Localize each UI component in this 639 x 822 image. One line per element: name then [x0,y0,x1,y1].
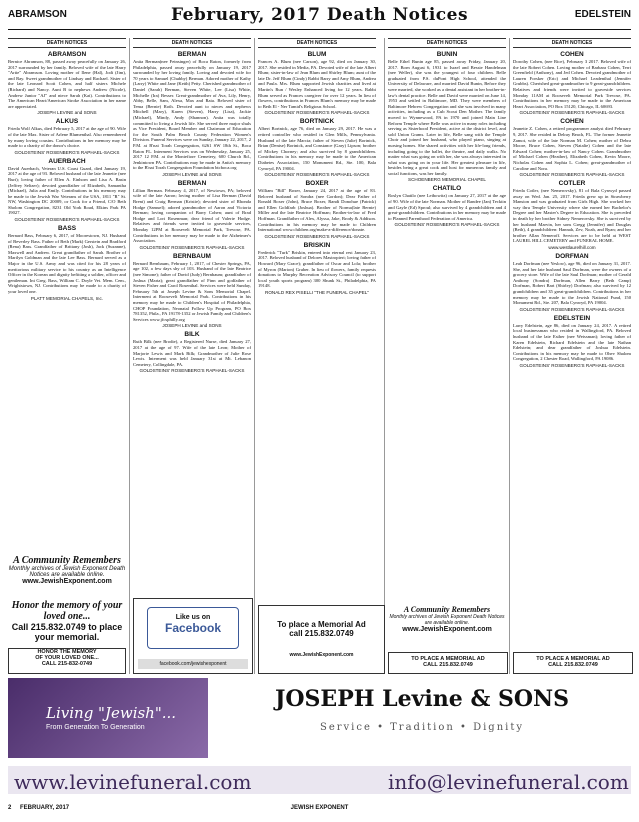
funeral-home: GOLDSTEINS' ROSENBERG'S RAPHAEL-SACKS [139,368,245,374]
column-caption: DEATH NOTICES [258,38,376,48]
obituary-text: Jeanette Z. Cohen, a retired programmer analyst died February 9, 2017. She resided in Delray Beach, FL. The former Jeanette Zamot, wife of the late Norman M. Cohen; mother of Debra Moore, Bruce Cohen, Steven (Natalie) Cohen and the late Edward Cohen; mother-in-law of Nancy Cohen. Grandmother of Michael Cohen (Heather), Elizabeth Cohen, Kevin Moore, Nicholas Cohen and Sophia L. Cohen; great-grandmother of Caroline and Nora. [513,126,631,171]
ad-community-remembers-2 [388,605,506,650]
funeral-home: JOSEPH LEVINE and SONS [162,323,222,329]
ad-call: Call 215.832.0749 to place your memorial. [11,622,123,642]
obituary-name: ABRAMSON [47,51,87,58]
funeral-home: www.westlaurelhill.com [548,245,596,251]
obituary-text: Frederick "Turk" Briskin, entered into eternal rest January 23, 2017. Beloved husband of Delores Mastropieri; loving father of Howard (Mary Grace); grandfather of Oscar and Lola; brother of Myron (Marion) Gruber. In lieu of flowers, family requests donations to Murphy Recreation Advisory Council (to support local youth sports program) 300 Shunk St., Philadelphia, PA 19148. [258,249,376,289]
ad-line: TO PLACE A MEMORIAL AD [536,656,610,662]
column-caption: DEATH NOTICES [8,38,126,48]
obituary-name: BORTNICK [299,118,335,126]
column-3 [258,38,376,674]
obituary-name: CHATILO [432,185,462,193]
obituary-name: BASS [57,225,77,233]
ad-line: CALL 215.832.0749 [423,662,473,668]
obituary-text: Bernice Abramson, 88, passed away peacefully on January 26, 2017 surrounded by her family. Beloved wife of the late Harry "Artie" Abramson. Loving mother of Ilene (Hal), Jodi (Jim), and Ray. Sweet grandmother of Lindsay and Rachael. Sister of the late Leonard Scott Cohen, and half sisters Michele (Richard) and Nancy. Aunt B to nephews Andrew (Nicole), Andrew Junior "AJ" and niece Sarah (Kai). Contributions to The American Heart/American Stroke Association in her name are appreciated. [8,59,126,109]
obituary-text: William "Bill" Boxer, January 24, 2017 at the age of 83. Beloved husband of Sondra (nee Gordon); Dear Father of Ronald Boxer (John), Bruce Boxer, Randi Donohue (Patrick) and Ellen Goldfarb (Joshua). Brother of Norma(late Bernie) Miller and the late Beatrice Hoffman; Brother-in-law of Fred Hoffman. Grandfather of Alex, Alyssa, Jake, Brody & Addison. Contributions in his memory may be made to Children International www.children.org/make-a-difference/donate. [258,188,376,233]
ad-title: A Community Remembers [403,605,491,614]
funeral-home: PLATT MEMORIAL CHAPELS, Inc. [30,295,104,301]
funeral-home: GOLDSTEINS' ROSENBERG'S RAPHAEL-SACKS [519,306,625,312]
footer-publication: JEWISH EXPONENT [290,805,349,811]
obituary-name: BILK [184,331,200,339]
banner-website[interactable]: www.levinefuneral.com [14,770,252,794]
ad-url[interactable]: www.JewishExponent.com [402,626,492,633]
column-divider [129,38,130,674]
ad-line: call 215.832.0749 [289,629,354,638]
ad-line: HONOR THE MEMORY [37,649,97,655]
obituary-name: BUNIN [436,51,458,58]
obituary-text: Albert Bortnick, age 76, died on January 29, 2017. He was a retired controller who resided in Glen Mills, Pennsylvania. Husband of the late Marcia; father of Steven (Julie) Bortnick, Brian (Denise) Bortnick, and Constance (Gary) Lipson; brother of Mickey Chorney; and also survived by 8 grandchildren. Contributions in his memory may be made to the American Diabetes Association, 150 Monument Rd., Ste. 100, Bala Cynwyd, PA 19004. [258,126,376,171]
obituary-text: Bernard Bass, February 6, 2017, of Moorestown, NJ. Husband of Beverley Bass. Father of Beth (Mark) Gerstein and Bradford (Rena) Bass. Grandfather of Brittany (Josh), Jack (Suzanne), Maxwell and Andrew. Great grandfather of Sarah. Brother of Marilyn Goldman and the late Lee Bass. Bernard served as a Major in the U.S. Army and was cited for his 28 years of meritorious military service to his country as an Intelligence Officer in the Korean and dignity befitting a soldier, officer and gentleman. Int Greg. Bass, William C. Doyle Vet. Mem. Cem., Wrightstown, NJ. Contributions may be made to a charity of your loved one. [8,233,126,294]
banner-left-subtitle: From Generation To Generation [46,724,145,731]
obituary-name: COTLER [558,180,586,188]
obituary-text: Dorothy Cohen, (nee Rice), February 3 2017. Beloved wife of the late Robert Cohen. Loving mother of Barbara Cohen, Terri Greenfield (Anthony), and Jed Cohen. Devoted grandmother of Lauren Forsker (Eric) and Michael Leadenthal (Jennifer Grubbs). Cherished great-grandmother to 9 great-grandchildren. Relatives and friends were invited to graveside services Monday 11AM at Roosevelt Memorial Park Trevose, PA. Contributions in her memory may be made to the American Heart Association, PO Box 15120, Chicago, IL 60693. [513,59,631,109]
funeral-home: GOLDSTEINS' ROSENBERG'S RAPHAEL-SACKS [14,217,120,223]
banner-contact-strip [8,766,631,794]
ad-line: CALL 215-832-0749 [41,661,93,667]
funeral-home: GOLDSTEINS' ROSENBERG'S RAPHAEL-SACKS [519,172,625,178]
funeral-home: SCHOENBERG MEMORIAL CHAPEL [408,177,486,183]
header-rule [8,29,631,30]
obituary-text: Lillian Berman. February 4, 2017, of Newtown, PA; beloved wife of the late Aaron; loving mother of Lisa Berman (David Brent) and Craig Berman (Kristie); devoted sister of Rhonda Hodge (Samuel); adored grandmother of Aaron and Victoria Berman; loving companion of Barry Cohen; aunt of Brad Hodge and Lori Rosenman; dear friend of Valerie Hodge. Relatives and friends were invited to graveside services, Monday 12PM at Roosevelt Memorial Park, Trevose, PA. Contributions in her memory may be made to the Alzheimer's Association. [133,187,251,244]
banner-email[interactable]: info@levinefuneral.com [388,770,629,794]
header-left-name: ABRAMSON [8,9,67,20]
ad-community-remembers [8,555,126,597]
funeral-home: GOLDSTEINS' ROSENBERG'S RAPHAEL-SACKS [519,110,625,116]
ad-line: Facebook [164,621,221,635]
obituary-name: BOXER [305,180,329,188]
ad-url[interactable]: www.JewishExponent.com [22,578,112,585]
obituary-text: Roslyn Chatilo (nee Leibowitz) on January 27, 2017 at the age of 90. Wife of the late Norman. Mother of Randee (Jan) Tecktin and Gayle (Ed) Sproul; also survived by 4 grandchildren and 4 great-grandchildren. Contributions in her memory may be made to Planned Parenthood Federation of America. [388,193,506,221]
ad-facebook[interactable] [133,598,253,674]
obituary-text: Frieda Cotler, (nee Nemerovsky), 81 of Bala Cynwyd passed away on Wed. Jan. 25, 2017. Frieda grew up in Strawberry Mansion and was graduated from Girls High. She worked her way thru Temple University where she earned her Bachelor's Degree and her Master's Degree in Education. She is preceded in death by her brother Sidney Nemerovsky. She is survived by her husband Marvin, her sons Gregg (Jennifer) and Douglas (Beth), 4 grandchildren: Hannah, Zev, Noah, and Ryan; and her brother Allan Nemeroff. Services are to be held at WEST LAUREL HILL CEMETERY and FUNERAL HOME. [513,188,631,244]
obituary-text: David Auerbach, Veteran U.S. Coast Guard, died January 19, 2017 at the age of 93. Beloved husband of the late Jeanette (nee Burt); loving father of Ellen A. Einhorn and Lisa A. Basin (Jeffrey Seltzer); devoted grandfather of Elizabeth, Samantha (Michael), Julia and Emily. Contributions in his memory may be made to the Jewish War Veterans of the USA, 1811 "R" St. NW, Washington DC 20009, or Cook for a Friend, C/O Beth Sholom Congregation, 8231 Old York Road, Elkins Park PA 19027. [8,165,126,216]
obituary-text: Leah Dorfman (nee Yeslow), age 96, died on January 31, 2017. She, and her late husband Saul Dorfman, were the owners of a grocery store. Wife of the late Saul Dorfman; mother of Gerald Anthony (Sondra) Dorfman, Allen Barry (Beth Camp) Dorfman, Robert Bart (Shirley) Dorfman; also survived by 12 grandchildren and 35 great-grandchildren. Contributions in her memory may be made to the Jewish National Fund, 150 Monument Rd., Ste. 207, Bala Cynwyd, PA 19004. [513,261,631,306]
banner-left-title: Living "Jewish"... [46,704,177,722]
column-2 [133,38,251,674]
ad-subtitle: Monthly archives of Jewish Exponent Death Notices are available online. [8,566,126,578]
ad-url[interactable]: www.JewishExponent.com [289,652,354,658]
ad-honor-memory [8,600,126,645]
banner-tagline: Service • Tradition • Dignity [319,722,525,733]
footer-date: FEBRUARY, 2017 [20,805,70,811]
column-divider [384,38,385,674]
ad-line: OF YOUR LOVED ONE... [35,655,99,661]
ad-subtitle: Monthly archives of Jewish Exponent Death Notices are available online. [389,614,505,626]
header-right-name: EDELSTEIN [574,9,631,20]
ad-line: CALL 215.832.0749 [548,662,598,668]
page-number: 2 [8,805,12,811]
obituary-text: Ruth Bilk (nee Brodie), a Registered Nurse, died January 27, 2017 at the age of 97. Wife of the late Leon; Mother of Marjorie Lewis and Mark Bilk; Grandmother of Julie Rose Lewis. Interment was held January 31st at Mt. Lebanon Cemetery, Collingdale, PA. [133,339,251,367]
funeral-home: JOSEPH LEVINE and SONS [37,110,97,116]
facebook-badge [147,607,239,649]
page-title: February, 2017 Death Notices [170,5,469,25]
obituary-text: Bernard Bernbaum, February 1, 2017, of Chester Springs, PA, age 102, a few days shy of 103. Husband of the late Beatrice (nee Simone); father of David (Judy) Bernbaum; grandfather of Joshua (Marta); great grandfather of Finn and godfather of Steven Fisher and Carol Rosenthal. Services were held Sunday, February 5th at Joseph Levine & Sons Memorial Chapel. Interment at Roosevelt Memorial Park. Contributions in his memory may be made to Children's Hospital of Philadelphia, CHOP Foundation, Neonatal Follow Up Program, PO Box 781352, Phila., PA 19178-1352 or Jewish Family and Children's Services www.jfcsphilly.org [133,260,251,322]
funeral-home: GOLDSTEINS' ROSENBERG'S RAPHAEL-SACKS [264,233,370,239]
funeral-home: GOLDSTEINS' ROSENBERG'S RAPHAEL-SACKS [14,149,120,155]
obituary-name: AUERBACH [48,157,86,165]
obituary-name: COHEN [560,51,584,58]
ad-line: To place a Memorial Ad [277,620,366,629]
column-5 [513,38,631,674]
obituary-text: Belle Ethel Bunin age 85, passed away Friday, January 20, 2017. Born August 6, 1931 to Israel and Bessie Handelman (nee Weller), she was the youngest of four children. Belle graduated from P.S. duPont High School, attended the University of Delaware, and married David Bunin, Before they were married, she worked as a dental assistant in her brother-in-law's dental practice. Belle and David were married on June 14, 1953 and settled in Baltimore, MD. They were members of Baltimore Hebrew Congregation and she was involved in many activities, including as a Cub Scout Den Mother. The family moved to Wynnewood, PA in 1970 and joined Main Line Reform Temple where Belle was active in many roles including serving as Sisterhood President, active at the district level, and sold Union Grams. Later in life, Belle sang with the Temple Choir and joined her husband, who played piano, singing at nursing homes. She shared activities with her life-long friends, including going to the ballet, the theatre, and daily walks. No matter what was going on with her, she was always interested in what was going on in your life. Her greatest pleasure in life, besides being a great cook and host for numerous family and social functions, was her family. [388,59,506,176]
obituary-name: COHEN [560,118,584,126]
obituary-text: Frances A. Blum (nee Carson), age 92, died on January 30, 2017. She resided in Media, PA. Devoted wife of the late Albert Blum; sister-in-law of Jean Blum and Shirley Blum; aunt of the late Dr. Jeff Blum (Cindy) Rabbi Barry and Amy Blum, Andrea and Paula. Mrs. Blum supported Jewish charities and lived at Martin's Run / Wesley Enhanced living for 12 years. Rabbi Blum served as Frances caregiver for over 12 years. In lieu of flowers, contributions in Frances Blum's memory may be made to Beth El - Ner Tamid's Religious School. [258,59,376,109]
obituary-name: EDELSTEIN [553,314,591,322]
obituary-name: BERMAN [177,179,207,187]
funeral-home: JOSEPH LEVINE and SONS [162,171,222,177]
levine-banner [8,678,631,796]
column-4 [388,38,506,674]
page-header [8,5,631,25]
obituary-name: BERMAN [177,51,207,58]
page-footer [8,802,631,816]
column-caption: DEATH NOTICES [133,38,251,48]
ad-honor-box [8,648,126,674]
column-caption: DEATH NOTICES [513,38,631,48]
ad-memorial [258,605,385,674]
column-divider [254,38,255,674]
obituary-name: BRISKIN [303,241,331,249]
column-caption: DEATH NOTICES [388,38,506,48]
ad-line: Like us on [175,614,211,621]
banner-left-panel [8,678,208,758]
funeral-home: GOLDSTEINS' ROSENBERG'S RAPHAEL-SACKS [264,172,370,178]
ad-line: TO PLACE A MEMORIAL AD [411,656,485,662]
funeral-home: GOLDSTEINS' ROSENBERG'S RAPHAEL-SACKS [519,362,625,368]
obituary-text: Larry Edelstein, age 86, died on January 24, 2017. A retired local businessman who resided in Wallingford, PA. Beloved husband of the late Esther (nee Weissman); loving father of Karen Edelstein, Richard Edelstein and the late Nathan Edelstein; and dear grandfather of Joshua Edelstein. Contributions in his memory may be made to Ohev Shalom Congregation, 2 Chester Road, Wallingford, PA 19086. [513,322,631,362]
ad-url[interactable]: facebook.com/jewishexponent [138,659,248,669]
funeral-home: RONALD REX PISELLI "THE FUNERAL CHAPEL" [265,290,369,295]
ad-title: Honor the memory of your loved one... [11,600,123,622]
obituary-name: BERNBAUM [173,252,211,260]
column-divider [509,38,510,674]
obituary-name: ALKUS [55,118,79,126]
funeral-home: GOLDSTEINS' ROSENBERG'S RAPHAEL-SACKS [139,244,245,250]
banner-brand: JOSEPH Levine & SONS [274,686,570,712]
ad-place-memorial-1 [388,652,508,674]
obituary-text: Frieda Wolf Alkus, died February 5, 2017 at the age of 90. Wife of the late Max. Sister of Arlene Blumenthal. Also remembered by many loving cousins. Contributions in her memory may be made to a charity of the donor's choice. [8,126,126,149]
funeral-home: GOLDSTEINS' ROSENBERG'S RAPHAEL-SACKS [264,110,370,116]
obituary-text: Anita Berman(nee Feinsinger) of Boca Raton, formerly from Philadelphia, passed away peacefully on January 19, 2017 surrounded by her loving family. Loving and devoted wife for 70 years to Samuel (Chubby) Berman. Adored mother of Kathy (Larry) White and Jane (Keith) Petty. Cherished grandmother of Daniel (Sarah) Berman, Steven White, Lee (Lisa) White, Michelle (Ira) Besser. Great-grandmother of Ava, Lily, Henry, Abby, Belle, Sam, Alexa, Max and Raia. Beloved sister of Tema (Bernie) Roth. Devoted aunt to nieces and nephews Mitchell (Mary), Karen (Steven), Harry (Lisa), Jackie (Michael), Mindy, Andy (Shannon). Anita was totally committed to living a Jewish life. She served three major shuls as Vice President, Board Member and Chairman of Education for the South Palm Beach County Federation Women's Division. Funeral Services were on Sunday, January 22, 2017, 2 P.M. at B'nai Torah Congregation, 6261 SW 18th St., Boca Raton FL. Interment Services was on Wednesday, January 25, 2017 12 P.M. at the Montefiore Cemetery, 600 Church Rd., Jenkintown PA. Contributions may be made in Anita's memory to the B'nai Torah Congregation Foundation btcboca.org [133,59,251,171]
obituary-name: DORFMAN [555,253,589,261]
funeral-home: GOLDSTEINS' ROSENBERG'S RAPHAEL-SACKS [394,222,500,228]
obituary-name: BLUM [307,51,327,58]
ad-title: A Community Remembers [13,555,121,566]
ad-place-memorial-2 [513,652,633,674]
